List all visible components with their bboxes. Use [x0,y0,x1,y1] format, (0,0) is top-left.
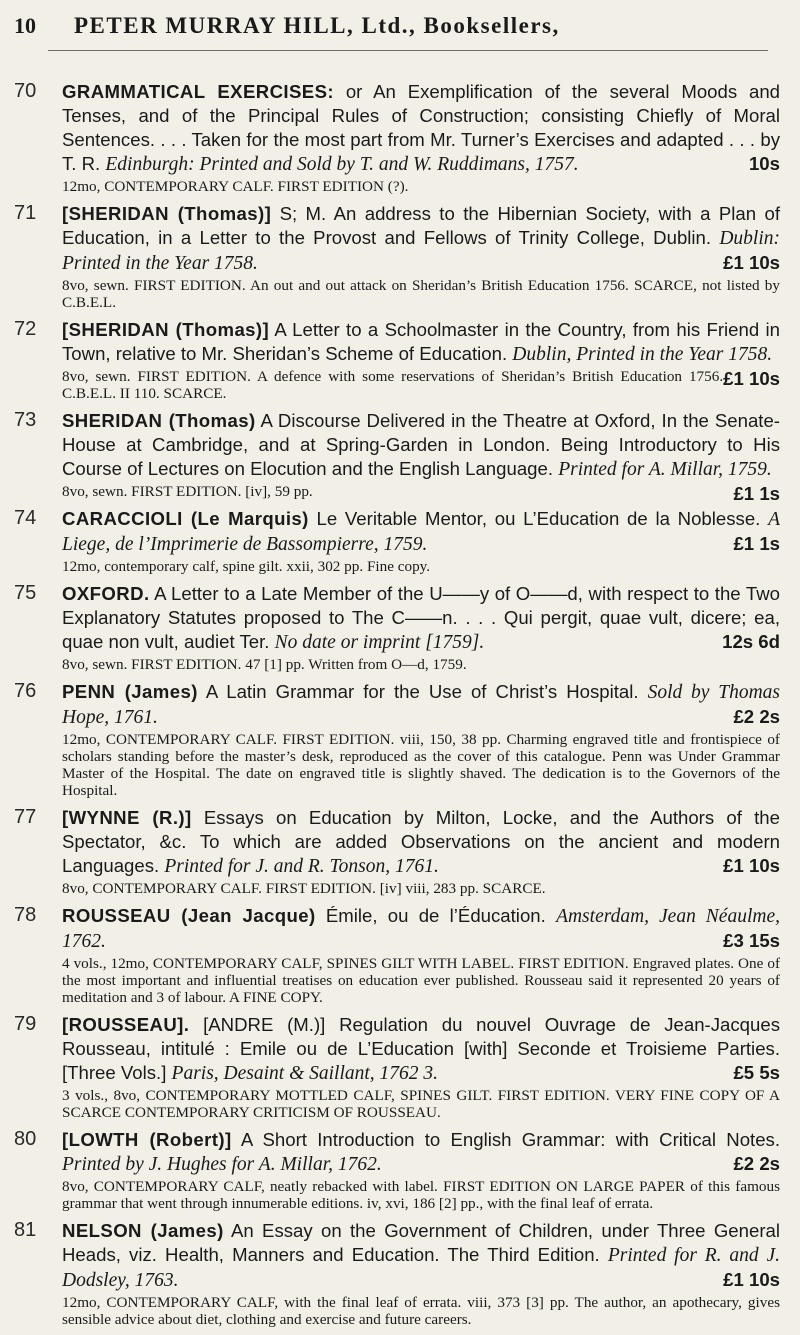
entry-note: 8vo, sewn. FIRST EDITION. A defence with some reservations of Sheridan’s British Education 1756. C.B.E.L. II 110. SCARCE. [62,368,724,402]
entry-price: £1 10s [723,368,780,389]
entry-title: S; M. An address to the Hibernian Society, with a Plan of Education, in a Letter to the Provost and Fellows of Trinity College, Dublin. [62,203,780,248]
catalogue-entry [14,1219,780,1328]
entry-imprint: Dublin, Printed in the Year 1758. [512,344,773,365]
entry-description [62,806,780,879]
lot-number: 81 [14,1219,37,1241]
catalogue-entry [14,904,780,1006]
lot-number: 72 [14,318,37,340]
entry-imprint: Amsterdam, Jean Néaulme, 1762. [62,906,780,952]
entry-note: 12mo, CONTEMPORARY CALF. FIRST EDITION (?). [62,178,409,195]
entry-title: [ANDRE (M.)] Regulation du nouvel Ouvrage de Jean-Jacques Rousseau, intitulé : Emile ou de L’Education [with] Seconde et Troisieme Parties. [Three Vols.] [62,1014,780,1083]
entry-note: 8vo, CONTEMPORARY CALF. FIRST EDITION. [iv] viii, 283 pp. SCARCE. [62,880,546,897]
entry-price: £1 10s [723,1269,780,1290]
entry-title: Essays on Education by Milton, Locke, and the Authors of the Spectator, &c. To which are added Observations on the ancient and modern Languages. [62,807,780,876]
catalogue-entry [14,409,780,504]
lot-number: 80 [14,1128,37,1150]
entry-price: £1 10s [723,855,780,876]
entry-note: 8vo, sewn. FIRST EDITION. [iv], 59 pp. [62,483,313,500]
entry-title: A Discourse Delivered in the Theatre at Oxford, In the Senate-House at Cambridge, and at Spring-Garden in London. Being Introductory to His Course of Lectures on Elocution and the English Language. [62,410,780,479]
entry-heading: CARACCIOLI (Le Marquis) [62,508,309,529]
entry-heading: [SHERIDAN (Thomas)] [62,203,272,224]
entry-price: 12s 6d [722,631,780,652]
catalogue-entry [14,318,780,402]
entry-title: A Latin Grammar for the Use of Christ’s Hospital. [197,681,648,702]
lot-number: 71 [14,202,37,224]
entry-price: £2 2s [733,706,780,727]
entry-note: 3 vols., 8vo, CONTEMPORARY MOTTLED CALF, SPINES GILT. FIRST EDITION. VERY FINE COPY OF A SCARCE CONTEMPORARY CRITICISM OF ROUSSEAU. [62,1087,780,1121]
entry-title: An Essay on the Government of Children, under Three General Heads, viz. Health, Manners and Education. The Third Edition. [62,1220,780,1265]
catalogue-entry [14,1013,780,1121]
entry-imprint: Dublin: Printed in the Year 1758. [62,228,780,274]
entry-description [62,582,780,655]
page-number: 10 [14,13,36,38]
entry-title: or An Exemplification of the several Moods and Tenses, and of the Principal Rules of Construction; consisting Chiefly of Moral Sentences. . . . Taken for the most part from Mr. Turner’s Exercises and adapted . . . by T. R. [62,81,780,174]
lot-number: 73 [14,409,37,431]
entry-title: Le Veritable Mentor, ou L’Education de la Noblesse. [308,508,769,529]
entry-description [62,904,780,954]
catalogue-entry [14,507,780,575]
lot-number: 70 [14,80,37,102]
entry-price: £1 10s [723,252,780,273]
entry-imprint: Printed for R. and J. Dodsley, 1763. [62,1245,780,1291]
entry-heading: [SHERIDAN (Thomas)] [62,319,270,340]
entry-imprint: Printed by J. Hughes for A. Millar, 1762. [62,1154,382,1175]
catalogue-entry [14,1128,780,1212]
entry-heading: PENN (James) [62,681,198,702]
running-head: PETER MURRAY HILL, Ltd., Booksellers, [74,13,560,38]
entry-description [62,1219,780,1293]
entry-heading: OXFORD. [62,583,150,604]
entry-imprint: Printed for A. Millar, 1759. [558,459,772,480]
catalogue-entry [14,202,780,311]
lot-number: 75 [14,582,37,604]
entry-imprint: Paris, Desaint & Saillant, 1762 3. [171,1063,439,1084]
entry-heading: GRAMMATICAL EXERCISES: [62,81,334,102]
entry-heading: [ROUSSEAU]. [62,1014,190,1035]
entry-note: 4 vols., 12mo, CONTEMPORARY CALF, SPINES GILT WITH LABEL. FIRST EDITION. Engraved plates. One of the most important and influential treatises on education ever published. Rousseau said it represented 20 years of meditation and 3 of labour. A FINE COPY. [62,955,780,1006]
entry-note: 12mo, contemporary calf, spine gilt. xxii, 302 pp. Fine copy. [62,558,431,575]
lot-number: 74 [14,507,37,529]
catalogue-entry [14,680,780,799]
entry-price: £3 15s [723,930,780,951]
entry-note: 8vo, sewn. FIRST EDITION. 47 [1] pp. Written from O—d, 1759. [62,656,467,673]
lot-number: 76 [14,680,37,702]
entry-heading: ROUSSEAU (Jean Jacque) [62,905,316,926]
entry-imprint: Edinburgh: Printed and Sold by T. and W. Ruddimans, 1757. [105,154,579,175]
entry-price: £2 2s [733,1153,780,1174]
entry-imprint: Printed for J. and R. Tonson, 1761. [164,856,439,877]
lot-number: 77 [14,806,37,828]
entry-heading: SHERIDAN (Thomas) [62,410,256,431]
entry-price: £1 1s [733,533,780,554]
entry-description [62,202,780,276]
entry-imprint: A Liege, de l’Imprimerie de Bassompierre, 1759. [62,509,780,555]
entry-title: A Letter to a Schoolmaster in the Country, from his Friend in Town, relative to Mr. Sheridan’s Scheme of Education. [62,319,780,364]
entry-heading: NELSON (James) [62,1220,224,1241]
entry-description [62,1013,780,1086]
entry-price: £1 1s [733,483,780,504]
entry-title: A Letter to a Late Member of the U——y of O——d, with respect to the Two Explanatory Statutes proposed to The C——n. . . . Qui pergit, quae vult, dicere; ea, quae non vult, audiet Ter. [62,583,780,652]
catalogue-entry [14,806,780,897]
entry-price: £5 5s [733,1062,780,1083]
header-rule [48,50,768,51]
entry-note: 8vo, CONTEMPORARY CALF, neatly rebacked with label. FIRST EDITION ON LARGE PAPER of this famous grammar that went through innumerable editions. iv, xvi, 186 [2] pp., with the final leaf of errata. [62,1178,780,1212]
entry-heading: [LOWTH (Robert)] [62,1129,232,1150]
entry-description [62,1128,780,1177]
entry-description [62,680,780,730]
lot-number: 79 [14,1013,37,1035]
entry-note: 8vo, sewn. FIRST EDITION. An out and out attack on Sheridan’s British Education 1756. SCARCE, not listed by C.B.E.L. [62,277,780,311]
entry-note: 12mo, CONTEMPORARY CALF. FIRST EDITION. viii, 150, 38 pp. Charming engraved title and frontispiece of scholars standing before the master’s desk, reproduced as the cover of this catalogue. Penn was Under Grammar Master of the Hospital. The date on engraved title is slightly shaved. The dedication is to the Governors of the Hospital. [62,731,780,799]
entry-price: 10s [748,153,780,174]
catalogue-entry [14,582,780,673]
catalogue-entries [14,80,780,1335]
entry-note: 12mo, CONTEMPORARY CALF, with the final leaf of errata. viii, 373 [3] pp. The author, an apothecary, gives sensible advice about diet, clothing and exercise and future careers. [62,1294,780,1328]
catalogue-entry [14,80,780,195]
entry-description [62,507,780,557]
lot-number: 78 [14,904,37,926]
entry-imprint: Sold by Thomas Hope, 1761. [62,682,780,728]
entry-imprint: No date or imprint [1759]. [274,632,485,653]
page-header [14,8,774,44]
entry-title: Émile, ou de l’Éducation. [315,905,557,926]
entry-description [62,80,780,177]
entry-heading: [WYNNE (R.)] [62,807,192,828]
entry-title: A Short Introduction to English Grammar: with Critical Notes. [231,1129,781,1150]
